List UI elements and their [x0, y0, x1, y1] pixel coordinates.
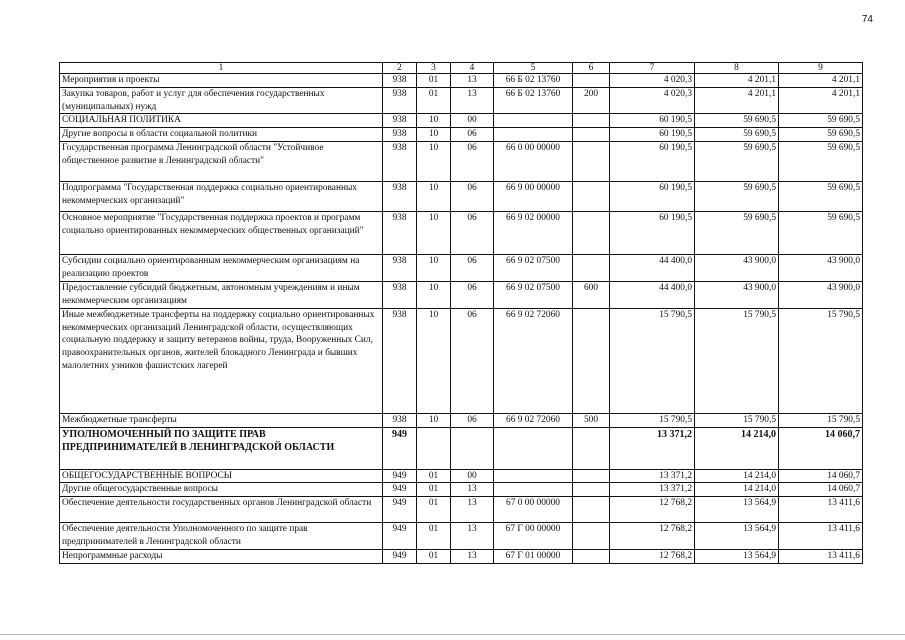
page-bottom-edge: [0, 634, 905, 635]
row-value-cell: 01: [417, 469, 451, 483]
row-value-cell: 4 201,1: [779, 74, 863, 88]
row-name-cell: Обеспечение деятельности государственных органов Ленинградской области: [60, 497, 383, 523]
row-value-cell: 938: [383, 281, 417, 308]
row-value-cell: 60 190,5: [610, 181, 695, 211]
table-row: [60, 141, 863, 181]
row-value-cell: 938: [383, 74, 417, 88]
row-value-cell: 66 9 02 07500: [494, 254, 573, 281]
row-value-cell: 13 564,9: [695, 549, 779, 563]
row-value-cell: 10: [417, 211, 451, 254]
table-row: [60, 523, 863, 550]
row-value-cell: 13 564,9: [695, 523, 779, 550]
row-value-cell: [494, 427, 573, 469]
row-value-cell: 01: [417, 549, 451, 563]
table-row: [60, 469, 863, 483]
row-value-cell: 938: [383, 211, 417, 254]
page-number: 74: [861, 14, 873, 25]
row-value-cell: 4 020,3: [610, 74, 695, 88]
row-value-cell: [494, 469, 573, 483]
row-value-cell: 06: [451, 308, 494, 413]
row-name-cell: Межбюджетные трансферты: [60, 413, 383, 427]
row-value-cell: 13: [451, 87, 494, 114]
row-value-cell: 12 768,2: [610, 497, 695, 523]
row-value-cell: 13 564,9: [695, 497, 779, 523]
row-value-cell: 949: [383, 497, 417, 523]
row-value-cell: 06: [451, 181, 494, 211]
header-cell: 8: [695, 63, 779, 74]
row-value-cell: [573, 497, 610, 523]
table-row: [60, 413, 863, 427]
row-value-cell: [451, 427, 494, 469]
row-value-cell: 938: [383, 114, 417, 128]
row-value-cell: 938: [383, 254, 417, 281]
row-name-cell: Другие общегосударственные вопросы: [60, 483, 383, 497]
row-value-cell: 66 0 00 00000: [494, 141, 573, 181]
row-value-cell: 4 201,1: [779, 87, 863, 114]
row-value-cell: 01: [417, 87, 451, 114]
row-name-cell: Подпрограмма "Государственная поддержка социально ориентированных некоммерческих организаций": [60, 181, 383, 211]
row-value-cell: 60 190,5: [610, 211, 695, 254]
row-value-cell: [494, 114, 573, 128]
row-value-cell: [573, 74, 610, 88]
row-value-cell: 66 9 00 00000: [494, 181, 573, 211]
row-value-cell: 14 060,7: [779, 427, 863, 469]
row-value-cell: 06: [451, 254, 494, 281]
row-value-cell: 66 Б 02 13760: [494, 87, 573, 114]
row-value-cell: 10: [417, 281, 451, 308]
row-name-cell: ОБЩЕГОСУДАРСТВЕННЫЕ ВОПРОСЫ: [60, 469, 383, 483]
row-value-cell: 15 790,5: [610, 413, 695, 427]
row-value-cell: 06: [451, 211, 494, 254]
row-value-cell: 10: [417, 128, 451, 142]
row-value-cell: 14 214,0: [695, 469, 779, 483]
header-cell: 9: [779, 63, 863, 74]
row-value-cell: 949: [383, 523, 417, 550]
row-name-cell: Основное мероприятие "Государственная поддержка проектов и программ социально ориентированных некоммерческих общественных организаций": [60, 211, 383, 254]
table-header-row: [60, 63, 863, 74]
row-value-cell: [573, 114, 610, 128]
row-value-cell: 13 371,2: [610, 483, 695, 497]
row-name-cell: Другие вопросы в области социальной политики: [60, 128, 383, 142]
row-value-cell: 949: [383, 483, 417, 497]
row-value-cell: 66 9 02 72060: [494, 308, 573, 413]
row-name-cell: Предоставление субсидий бюджетным, автономным учреждениям и иным некоммерческим организациям: [60, 281, 383, 308]
row-value-cell: 01: [417, 523, 451, 550]
row-value-cell: 500: [573, 413, 610, 427]
row-value-cell: 13: [451, 523, 494, 550]
row-value-cell: [573, 254, 610, 281]
row-value-cell: 13 411,6: [779, 497, 863, 523]
row-value-cell: 938: [383, 128, 417, 142]
row-name-cell: Обеспечение деятельности Уполномоченного по защите прав предпринимателей в Ленинградской области: [60, 523, 383, 550]
row-value-cell: 06: [451, 413, 494, 427]
row-value-cell: 949: [383, 549, 417, 563]
row-value-cell: 14 060,7: [779, 483, 863, 497]
row-value-cell: 4 201,1: [695, 74, 779, 88]
table-row: [60, 87, 863, 114]
row-name-cell: Субсидии социально ориентированным некоммерческим организациям на реализацию проектов: [60, 254, 383, 281]
row-value-cell: [573, 523, 610, 550]
budget-table: [59, 62, 863, 564]
row-value-cell: 15 790,5: [610, 308, 695, 413]
row-value-cell: 949: [383, 427, 417, 469]
row-value-cell: 43 900,0: [779, 281, 863, 308]
row-name-cell: Иные межбюджетные трансферты на поддержку социально ориентированных некоммерческих организаций Ленинградской области, осуществляющих социальную поддержку и защиту ветеранов войны, труда, Вооруженных Сил, правоохранительных органов, жителей блокадного Ленинграда и бывших малолетних узников фашистских лагерей: [60, 308, 383, 413]
row-value-cell: 01: [417, 483, 451, 497]
row-value-cell: 59 690,5: [779, 128, 863, 142]
header-cell: 6: [573, 63, 610, 74]
row-value-cell: 06: [451, 141, 494, 181]
row-value-cell: [573, 141, 610, 181]
table-row: [60, 211, 863, 254]
row-name-cell: УПОЛНОМОЧЕННЫЙ ПО ЗАЩИТЕ ПРАВ ПРЕДПРИНИМАТЕЛЕЙ В ЛЕНИНГРАДСКОЙ ОБЛАСТИ: [60, 427, 383, 469]
table-row: [60, 427, 863, 469]
row-value-cell: 60 190,5: [610, 141, 695, 181]
row-value-cell: 59 690,5: [695, 114, 779, 128]
header-cell: 5: [494, 63, 573, 74]
row-value-cell: [573, 181, 610, 211]
row-value-cell: 938: [383, 141, 417, 181]
row-value-cell: 66 9 02 07500: [494, 281, 573, 308]
row-value-cell: 59 690,5: [695, 128, 779, 142]
row-value-cell: 10: [417, 181, 451, 211]
row-value-cell: 59 690,5: [695, 181, 779, 211]
row-value-cell: 600: [573, 281, 610, 308]
row-value-cell: 01: [417, 74, 451, 88]
row-value-cell: 01: [417, 497, 451, 523]
row-value-cell: 10: [417, 308, 451, 413]
row-value-cell: 949: [383, 469, 417, 483]
row-value-cell: 59 690,5: [695, 141, 779, 181]
row-value-cell: 60 190,5: [610, 128, 695, 142]
row-value-cell: 59 690,5: [779, 141, 863, 181]
row-value-cell: 67 Г 00 00000: [494, 523, 573, 550]
row-value-cell: [573, 483, 610, 497]
row-value-cell: 15 790,5: [695, 413, 779, 427]
row-name-cell: Непрограммные расходы: [60, 549, 383, 563]
row-value-cell: 66 9 02 72060: [494, 413, 573, 427]
row-value-cell: 938: [383, 308, 417, 413]
row-name-cell: СОЦИАЛЬНАЯ ПОЛИТИКА: [60, 114, 383, 128]
row-value-cell: 938: [383, 181, 417, 211]
row-value-cell: 00: [451, 114, 494, 128]
table-row: [60, 483, 863, 497]
row-value-cell: 59 690,5: [779, 114, 863, 128]
row-value-cell: 13: [451, 74, 494, 88]
row-value-cell: 59 690,5: [695, 211, 779, 254]
header-cell: 2: [383, 63, 417, 74]
table-row: [60, 549, 863, 563]
row-value-cell: 13 371,2: [610, 427, 695, 469]
row-value-cell: 67 0 00 00000: [494, 497, 573, 523]
row-value-cell: 13 371,2: [610, 469, 695, 483]
table-row: [60, 114, 863, 128]
row-value-cell: 12 768,2: [610, 523, 695, 550]
row-value-cell: 15 790,5: [779, 413, 863, 427]
row-value-cell: 14 060,7: [779, 469, 863, 483]
row-value-cell: 43 900,0: [779, 254, 863, 281]
table-row: [60, 497, 863, 523]
row-value-cell: 12 768,2: [610, 549, 695, 563]
header-cell: 4: [451, 63, 494, 74]
row-value-cell: [494, 128, 573, 142]
row-value-cell: 13 411,6: [779, 523, 863, 550]
row-value-cell: [573, 128, 610, 142]
row-value-cell: 938: [383, 87, 417, 114]
row-value-cell: 13: [451, 549, 494, 563]
row-name-cell: Закупка товаров, работ и услуг для обеспечения государственных (муниципальных) нужд: [60, 87, 383, 114]
row-value-cell: 06: [451, 281, 494, 308]
row-value-cell: [573, 427, 610, 469]
row-value-cell: 10: [417, 141, 451, 181]
row-value-cell: 13: [451, 497, 494, 523]
row-value-cell: 66 9 02 00000: [494, 211, 573, 254]
row-value-cell: 43 900,0: [695, 254, 779, 281]
row-value-cell: 14 214,0: [695, 427, 779, 469]
row-value-cell: [573, 211, 610, 254]
table-row: [60, 281, 863, 308]
row-value-cell: [573, 549, 610, 563]
row-value-cell: 44 400,0: [610, 254, 695, 281]
row-value-cell: 10: [417, 254, 451, 281]
table-row: [60, 181, 863, 211]
row-value-cell: 4 201,1: [695, 87, 779, 114]
row-value-cell: 43 900,0: [695, 281, 779, 308]
row-value-cell: 14 214,0: [695, 483, 779, 497]
row-value-cell: [573, 469, 610, 483]
row-value-cell: 67 Г 01 00000: [494, 549, 573, 563]
row-value-cell: [573, 308, 610, 413]
row-value-cell: 59 690,5: [779, 181, 863, 211]
row-value-cell: 10: [417, 413, 451, 427]
row-value-cell: 59 690,5: [779, 211, 863, 254]
row-name-cell: Мероприятия и проекты: [60, 74, 383, 88]
row-value-cell: [417, 427, 451, 469]
row-value-cell: 10: [417, 114, 451, 128]
header-cell: 3: [417, 63, 451, 74]
row-value-cell: 60 190,5: [610, 114, 695, 128]
table-row: [60, 308, 863, 413]
row-value-cell: 15 790,5: [695, 308, 779, 413]
row-value-cell: 66 Б 02 13760: [494, 74, 573, 88]
row-value-cell: 44 400,0: [610, 281, 695, 308]
row-value-cell: 13 411,6: [779, 549, 863, 563]
table-row: [60, 254, 863, 281]
row-value-cell: 15 790,5: [779, 308, 863, 413]
row-value-cell: 13: [451, 483, 494, 497]
row-value-cell: 938: [383, 413, 417, 427]
header-cell: 7: [610, 63, 695, 74]
row-value-cell: [494, 483, 573, 497]
table-row: [60, 74, 863, 88]
row-value-cell: 00: [451, 469, 494, 483]
table-row: [60, 128, 863, 142]
row-value-cell: 200: [573, 87, 610, 114]
row-value-cell: 06: [451, 128, 494, 142]
row-name-cell: Государственная программа Ленинградской области "Устойчивое общественное развитие в Ленинградской области": [60, 141, 383, 181]
row-value-cell: 4 020,3: [610, 87, 695, 114]
header-cell: 1: [60, 63, 383, 74]
